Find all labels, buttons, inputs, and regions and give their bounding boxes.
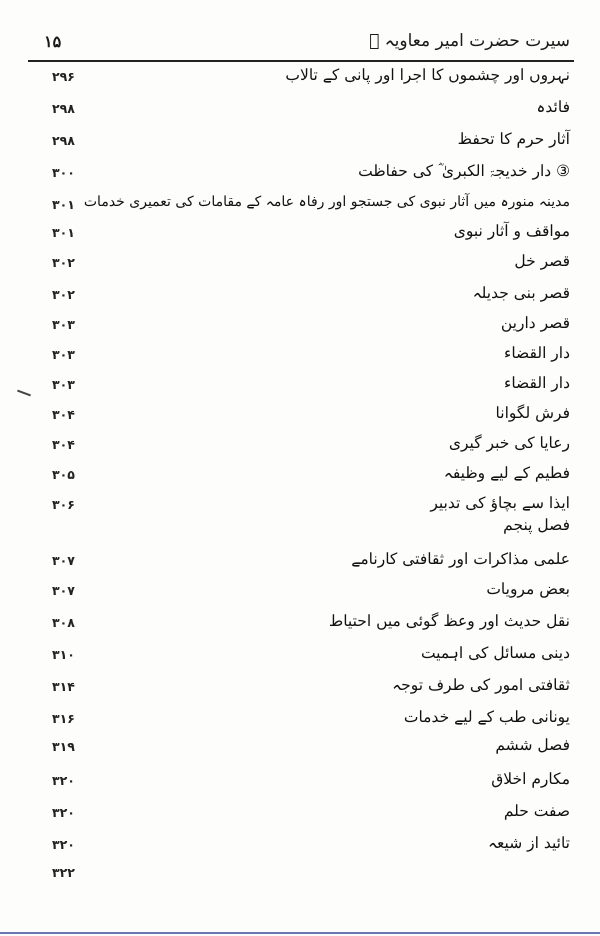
toc-entry-title: تائید از شیعہ: [487, 834, 570, 852]
toc-entry: [30, 770, 570, 794]
toc-entry-page: ۳۲۰: [52, 805, 75, 820]
toc-entry-page: ۳۰۲: [52, 255, 75, 270]
toc-entry-title: دار القضاء: [504, 344, 570, 362]
toc-entry: [30, 404, 570, 428]
toc-entry-title: فصل ششم: [495, 736, 570, 754]
toc-entry-title: نہروں اور چشموں کا اجرا اور پانی کے تالاب: [285, 66, 570, 84]
toc-entry: [30, 550, 570, 574]
toc-entry-page: ۲۹۸: [52, 101, 75, 116]
toc-entry: [30, 494, 570, 518]
toc-entry-title: ③ دار خدیجۃ الکبریٰ ؓ کی حفاظت: [358, 162, 570, 180]
toc-entry-title: فائدہ: [536, 98, 570, 116]
toc-entry-page: ۳۲۰: [52, 773, 75, 788]
toc-entry-title: مکارم اخلاق: [491, 770, 570, 788]
toc-entry-page: ۳۰۳: [52, 377, 75, 392]
toc-entry-page: ۳۰۳: [52, 317, 75, 332]
toc-entry: [30, 314, 570, 338]
toc-entry-page: ۳۱۴: [52, 679, 75, 694]
toc-entry: [30, 736, 570, 760]
toc-entry-title: صفت حلم: [503, 802, 570, 820]
toc-entry-page: ۳۰۸: [52, 615, 75, 630]
toc-entry-title: دینی مسائل کی اہمیت: [420, 644, 570, 662]
toc-entry: [30, 464, 570, 488]
toc-entry: [30, 516, 570, 540]
toc-entry-page: ۳۰۱: [52, 197, 75, 212]
toc-entry: [30, 434, 570, 458]
toc-entry-title: نقل حدیث اور وعظ گوئی میں احتیاط: [328, 612, 570, 630]
toc-entry-page: ۲۹۸: [52, 133, 75, 148]
toc-entry: [30, 98, 570, 122]
toc-entry-page: ۳۱۹: [52, 739, 75, 754]
toc-entry-page: ۳۲۲: [52, 865, 75, 880]
toc-entry: [30, 162, 570, 186]
toc-entry-page: ۳۱۶: [52, 711, 75, 726]
toc-entry-title: بعض مرویات: [486, 580, 570, 598]
toc-entry-title: یونانی طب کے لیے خدمات: [403, 708, 570, 726]
running-title: سیرت حضرت امیر معاویہ ﷜: [369, 31, 570, 51]
toc-entry-page: ۳۰۷: [52, 553, 75, 568]
toc-entry: [30, 130, 570, 154]
toc-entry-page: ۳۰۴: [52, 437, 75, 452]
toc-entry: [30, 676, 570, 700]
toc-entry-title: قصر دارین: [500, 314, 570, 332]
toc-entry-page: ۳۰۷: [52, 583, 75, 598]
toc-entry-title: علمی مذاکرات اور ثقافتی کارنامے: [351, 550, 570, 568]
toc-entry-title: مواقف و آثار نبوی: [453, 222, 570, 240]
toc-entry-page: ۳۰۵: [52, 467, 75, 482]
toc-entry: [30, 708, 570, 732]
toc-entry-page: ۳۰۶: [52, 497, 75, 512]
toc-entry: [30, 284, 570, 308]
toc-entry-page: ۲۹۶: [52, 69, 75, 84]
toc-entry-page: ۳۰۱: [52, 225, 75, 240]
toc-entry-title: فرش لگوانا: [495, 404, 570, 422]
toc-entry-page: ۳۰۰: [52, 165, 75, 180]
toc-entry-page: ۳۲۰: [52, 837, 75, 852]
page-bottom-edge: [0, 932, 600, 934]
toc-entry: [30, 194, 570, 218]
toc-entry: [30, 834, 570, 858]
toc-entry: [30, 374, 570, 398]
toc-entry-title: مدینہ منورہ میں آثار نبوی کی جستجو اور رفاہ عامہ کے مقامات کی تعمیری خدمات: [83, 194, 570, 210]
toc-entry: [30, 644, 570, 668]
toc-entry-title: قصر خل: [514, 252, 570, 270]
toc-entry-title: دار القضاء: [504, 374, 570, 392]
toc-entry-title: رعایا کی خبر گیری: [448, 434, 570, 452]
toc-entry: [30, 344, 570, 368]
toc-entry-page: ۳۰۳: [52, 347, 75, 362]
toc-entry: [30, 612, 570, 636]
toc-entry-title: آثار حرم کا تحفظ: [457, 130, 570, 148]
toc-entry: [30, 222, 570, 246]
toc-entry-title: قصر بنی جدیلہ: [472, 284, 570, 302]
page-number: ۱۵: [44, 32, 62, 51]
toc-entry-page: ۳۰۲: [52, 287, 75, 302]
toc-entry-page: ۳۰۴: [52, 407, 75, 422]
toc-entry-title: فطیم کے لیے وظیفہ: [443, 464, 570, 482]
toc-entry: [30, 252, 570, 276]
toc-entry-title: فصل پنجم: [503, 516, 570, 534]
toc-entry-title: ثقافتی امور کی طرف توجہ: [392, 676, 570, 694]
toc-entry-page: ۳۱۰: [52, 647, 75, 662]
toc-entry: [30, 862, 570, 886]
toc-entry: [30, 802, 570, 826]
toc-entry: [30, 66, 570, 90]
toc-entry: [30, 580, 570, 604]
toc-entry-title: ایذا سے بچاؤ کی تدبیر: [430, 494, 570, 512]
